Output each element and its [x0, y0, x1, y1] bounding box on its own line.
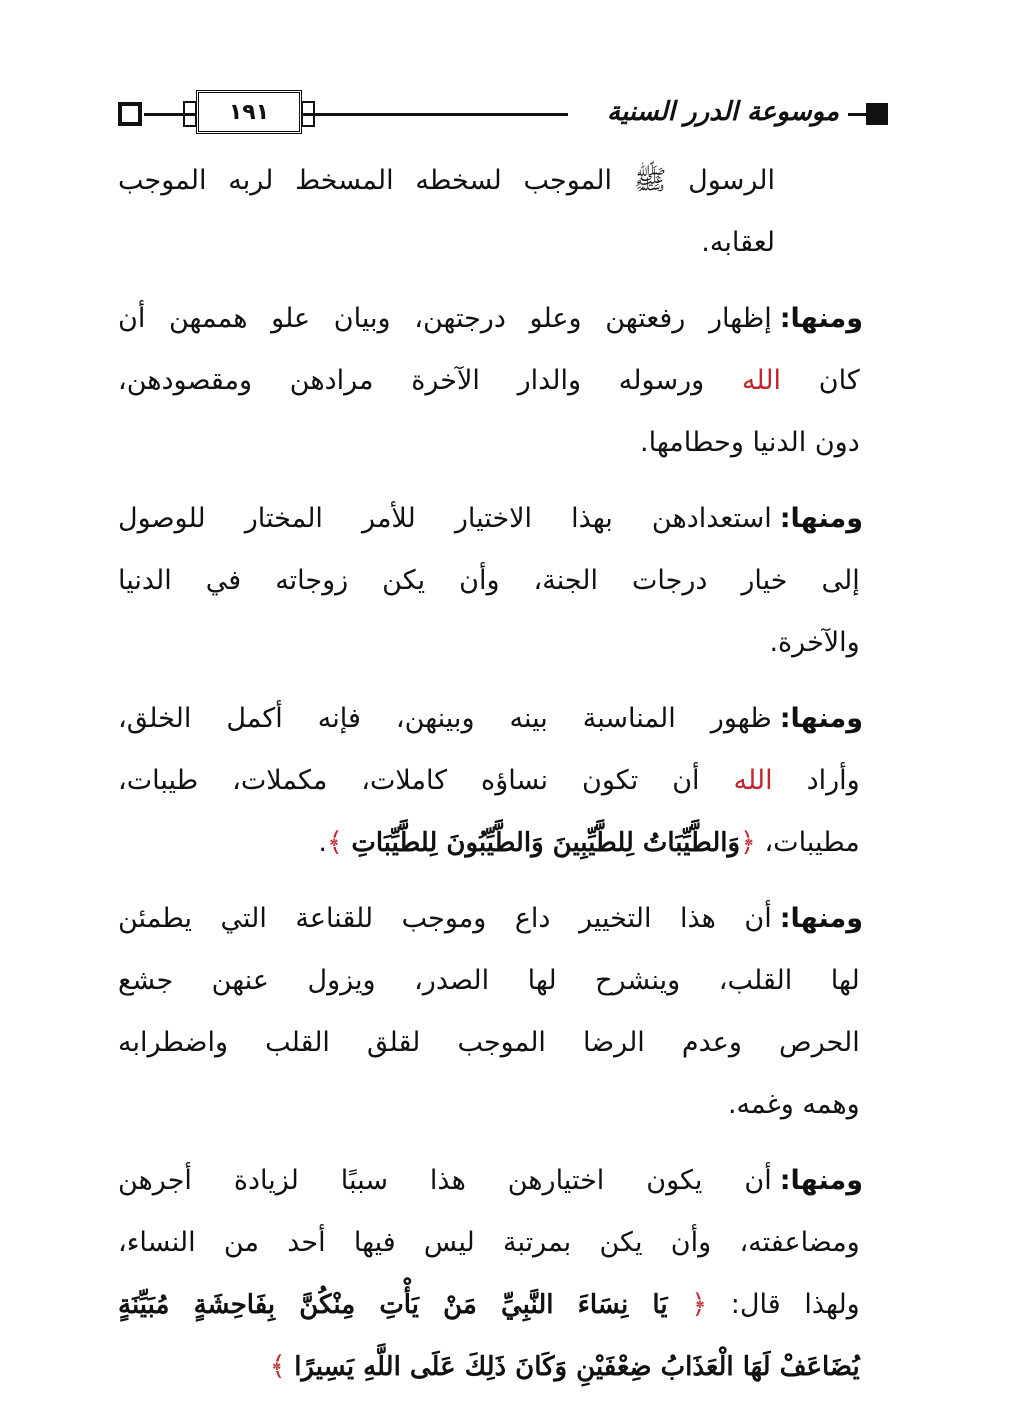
header-square-right [866, 103, 888, 125]
text-run: والآخرة. [769, 627, 860, 658]
benefits-list [118, 288, 863, 1398]
text-run: الحرص وعدم الرضا الموجب لقلق القلب واضطرابه [118, 1027, 860, 1058]
header-square-left [118, 102, 142, 126]
text-run: مطيبات، [755, 827, 860, 858]
item-label: ومنها: [779, 1165, 863, 1196]
quran-bracket: ﴾ [269, 1351, 286, 1382]
text-line [118, 1012, 860, 1074]
quran-verse: يُضَاعَفْ لَهَا الْعَذَابُ ضِعْفَيْنِ وَكَانَ ذَلِكَ عَلَى اللَّهِ يَسِيرًا [294, 1352, 860, 1382]
text-line [118, 412, 860, 474]
text-line [118, 488, 772, 550]
divine-name: الله [733, 765, 773, 796]
quran-verse: وَالطَّيِّبَاتُ لِلطَّيِّبِينَ وَالطَّيِّبُونَ لِلطَّيِّبَاتِ [351, 828, 741, 858]
book-title: موسوعة الدرر السنية [598, 90, 848, 134]
header-rule-middle [302, 113, 568, 116]
item-label: ومنها: [779, 703, 863, 734]
text-line [118, 750, 860, 812]
text-line [118, 1212, 860, 1274]
text-line [118, 888, 772, 950]
text-run: لها القلب، وينشرح لها الصدر، ويزول عنهن جشع [118, 965, 860, 996]
text-line [118, 1150, 772, 1212]
text-line [118, 1336, 860, 1398]
header-rule-right [848, 113, 866, 116]
text-run: . [318, 827, 327, 858]
text-run: استعدادهن بهذا الاختيار للأمر المختار للوصول [118, 503, 772, 534]
item-label: ومنها: [779, 903, 863, 934]
text-line [118, 950, 860, 1012]
benefit-item [118, 888, 863, 1136]
text-run: ظهور المناسبة بينه وبينهن، فإنه أكمل الخلق، [118, 703, 772, 734]
text-line [118, 1074, 860, 1136]
text-run: أن هذا التخيير داع وموجب للقناعة التي يطمئن [118, 903, 772, 934]
item-label: ومنها: [779, 303, 863, 334]
text-line [118, 1274, 860, 1336]
quran-bracket: ﴿ [740, 827, 756, 858]
page-header [118, 88, 888, 140]
text-run: ورسوله والدار الآخرة مرادهن ومقصودهن، [118, 365, 742, 396]
divine-name: الله [741, 365, 782, 396]
text-run: إظهار رفعتهن وعلو درجتهن، وبيان علو هممهن أن [118, 303, 772, 334]
quran-bracket: ﴾ [326, 827, 343, 858]
text-line [118, 288, 772, 350]
text-run: ومضاعفته، وأن يكن بمرتبة ليس فيها أحد من النساء، [118, 1227, 860, 1258]
text-run [286, 1351, 295, 1382]
text-line [118, 612, 860, 674]
text-run: دون الدنيا وحطامها. [640, 427, 860, 458]
continuation-paragraph [118, 150, 863, 274]
text-run: وأراد [772, 765, 860, 796]
text-line [118, 812, 860, 874]
text-line [118, 350, 860, 412]
benefit-item [118, 688, 863, 874]
text-run [668, 1289, 692, 1320]
text-run: وهمه وغمه. [727, 1089, 860, 1120]
benefit-item [118, 288, 863, 474]
text-run: أن تكون نساؤه كاملات، مكملات، طيبات، [118, 765, 734, 796]
page-number: ١٩١ [196, 90, 302, 134]
text-line: الرسول ﷺ الموجب لسخطه المسخط لربه الموجب [118, 165, 775, 196]
benefit-item [118, 488, 863, 674]
page-content [118, 150, 863, 1412]
text-run: ولهذا قال: [707, 1289, 860, 1320]
quran-verse: يَا نِسَاءَ النَّبِيِّ مَنْ يَأْتِ مِنْكُنَّ بِفَاحِشَةٍ مُبَيِّنَةٍ [118, 1290, 668, 1320]
item-label: ومنها: [779, 503, 863, 534]
text-run: إلى خيار درجات الجنة، وأن يكن زوجاته في الدنيا [118, 565, 860, 596]
text-run: كان [781, 365, 860, 396]
text-run: أن يكون اختيارهن هذا سببًا لزيادة أجرهن [118, 1165, 772, 1196]
text-line [118, 550, 860, 612]
benefit-item [118, 1150, 863, 1398]
text-line [118, 688, 772, 750]
text-line: لعقابه. [701, 227, 775, 258]
quran-bracket: ﴿ [691, 1289, 708, 1320]
